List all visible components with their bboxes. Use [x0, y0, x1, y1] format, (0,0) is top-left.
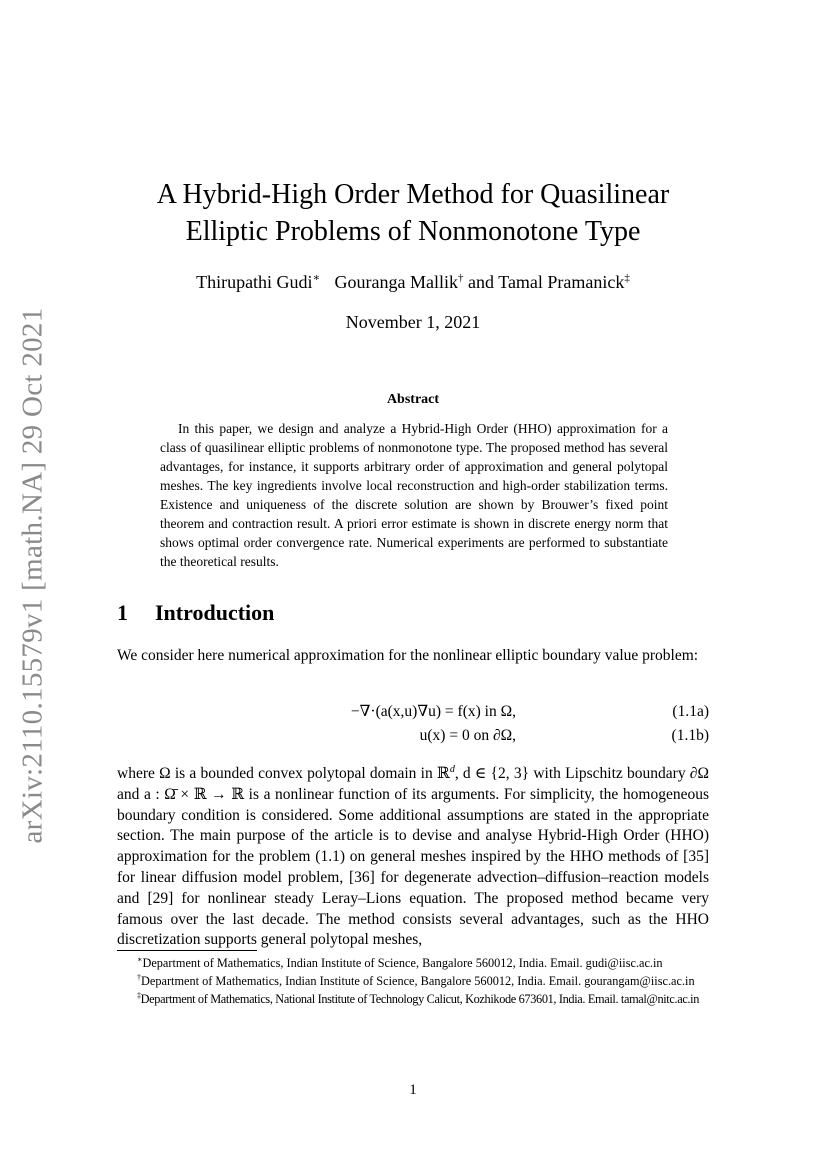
author-list	[0, 270, 826, 294]
equation-label-1-1a: (1.1a)	[672, 703, 709, 720]
title-line-2: Elliptic Problems of Nonmonotone Type	[185, 216, 641, 247]
paper-title	[0, 176, 826, 250]
author-name: Gouranga Mallik	[334, 272, 459, 292]
arxiv-identifier-stamp	[2, 300, 64, 850]
abstract-heading: Abstract	[386, 392, 440, 407]
page-number: 1	[409, 1082, 417, 1098]
footnote-mark: †	[137, 973, 141, 982]
section-title: Introduction	[155, 600, 275, 625]
dimension-superscript: d	[449, 764, 455, 775]
footnote-text: Department of Mathematics, Indian Institute of Science, Bangalore 560012, India. Email. gourangam@iisc.ac.in	[141, 974, 695, 988]
footnote-divider	[117, 950, 257, 951]
title-line-1: A Hybrid-High Order Method for Quasilinear	[156, 179, 670, 210]
abstract-body	[160, 419, 668, 571]
intro-paragraph-2	[117, 764, 709, 951]
publication-date: November 1, 2021	[345, 312, 481, 332]
footnotes	[117, 955, 709, 1009]
intro-paragraph-2-part-1: where Ω is a bounded convex polytopal domain in ℝ	[117, 765, 450, 782]
intro-paragraph-1: We consider here numerical approximation for the nonlinear elliptic boundary value problem:	[117, 647, 699, 664]
footnote	[117, 955, 709, 971]
author-conjunction: and	[468, 272, 495, 292]
abstract-text: In this paper, we design and analyze a Hybrid-High Order (HHO) approximation for a class of quasilinear elliptic problems of nonmonotone type. The proposed method has several advantages, for instance, it supports arbitrary order of approximation and general polytopal meshes. The key ingredients involve local reconstruction and high-order stabilization terms. Existence and uniqueness of the discrete solution are shown by Brouwer’s fixed point theorem and contraction result. A priori error estimate is shown in discrete energy norm that shows optimal order convergence rate. Numerical experiments are performed to substantiate the theoretical results.	[160, 421, 668, 569]
equation-label-1-1b: (1.1b)	[671, 727, 709, 744]
section-number: 1	[117, 600, 128, 625]
footnote-text: Department of Mathematics, National Institute of Technology Calicut, Kozhikode 673601, India. Email. tamal@nitc.ac.in	[140, 992, 700, 1006]
author-name: Thirupathi Gudi	[196, 272, 313, 292]
footnote-mark: ‡	[137, 991, 141, 1000]
arxiv-identifier-text: arXiv:2110.15579v1 [math.NA] 29 Oct 2021	[16, 306, 49, 844]
author-footnote-mark: ∗	[312, 272, 321, 284]
footnote-mark: ∗	[137, 955, 143, 964]
equation-1-1b: u(x) = 0 on ∂Ω,	[419, 727, 516, 744]
author-name: Tamal Pramanick	[498, 272, 625, 292]
footnote	[117, 991, 709, 1007]
footnote-text: Department of Mathematics, Indian Institute of Science, Bangalore 560012, India. Email. gudi@iisc.ac.in	[142, 956, 663, 970]
author-footnote-mark: ‡	[624, 272, 630, 284]
section-heading	[117, 599, 274, 627]
equation-1-1a: −∇·(a(x,u)∇u) = f(x) in Ω,	[350, 703, 516, 720]
author-footnote-mark: †	[458, 272, 464, 284]
footnote	[117, 973, 709, 989]
intro-paragraph-2-part-2: , d ∈ {2, 3} with Lipschitz boundary ∂Ω and a : Ω̄ × ℝ → ℝ is a nonlinear function of its arguments. For simplicity, the homogeneous boundary condition is considered. Some additional assumptions are stated in the appropriate section. The main purpose of the article is to devise and analyse Hybrid-High Order (HHO) approximation for the problem (1.1) on general meshes inspired by the HHO methods of [35] for linear diffusion model problem, [36] for degenerate advection–diffusion–reaction models and [29] for nonlinear steady Leray–Lions equation. The proposed method became very famous over the last decade. The method consists several advantages, such as the HHO discretization supports general polytopal meshes,	[117, 765, 709, 949]
